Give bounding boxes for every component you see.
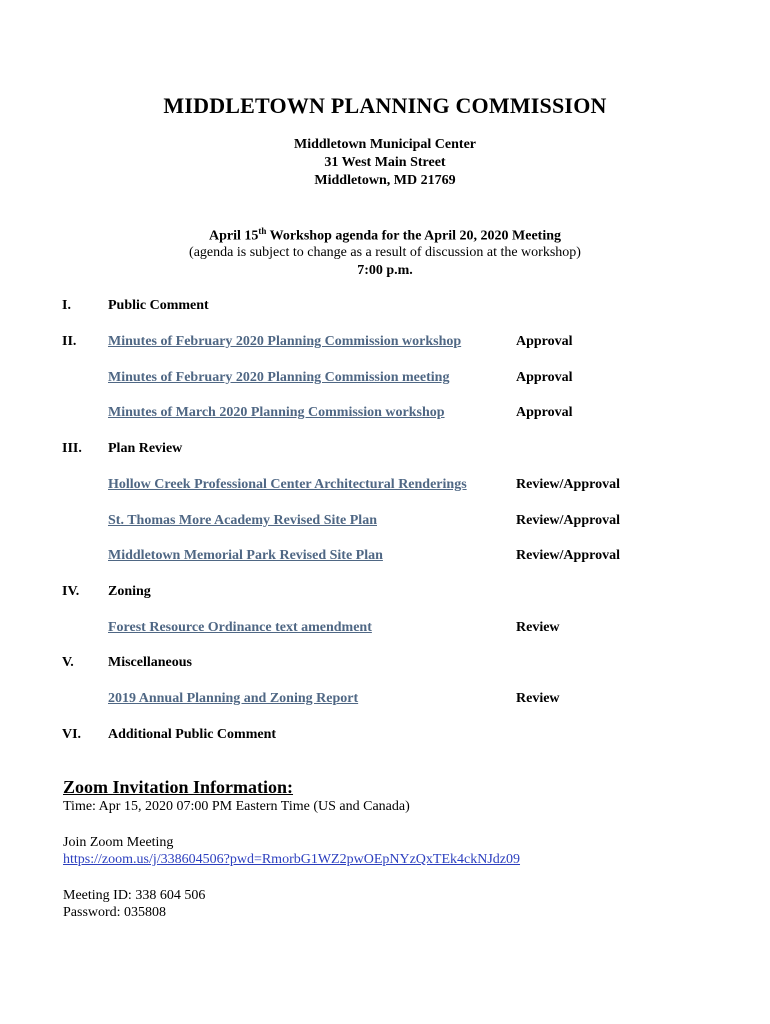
section-title-plan-review: Plan Review xyxy=(108,441,183,456)
agenda-action: Review/Approval xyxy=(516,548,620,563)
agenda-link-forest-resource[interactable]: Forest Resource Ordinance text amendment xyxy=(108,620,372,635)
zoom-meeting-link[interactable]: https://zoom.us/j/338604506?pwd=RmorbG1WZ2pwOEpNYzQxTEk4ckNJdz09 xyxy=(63,852,521,867)
agenda-action: Approval xyxy=(516,334,573,349)
meeting-heading xyxy=(0,226,770,245)
agenda-action: Review xyxy=(516,620,560,635)
agenda-link-hollow-creek[interactable]: Hollow Creek Professional Center Architectural Renderings xyxy=(108,477,467,492)
address-line-2: 31 West Main Street xyxy=(324,155,446,170)
agenda-action: Approval xyxy=(516,405,573,420)
zoom-heading: Zoom Invitation Information: xyxy=(63,777,294,797)
section-title-additional-public-comment: Additional Public Comment xyxy=(108,727,277,742)
page-title: MIDDLETOWN PLANNING COMMISSION xyxy=(163,93,607,118)
meeting-prefix: April 15 xyxy=(208,228,259,244)
section-title-public-comment: Public Comment xyxy=(108,298,209,313)
section-number-i: I. xyxy=(62,298,71,313)
agenda-link-feb-meeting-minutes[interactable]: Minutes of February 2020 Planning Commission meeting xyxy=(108,370,450,385)
agenda-link-mar-workshop-minutes[interactable]: Minutes of March 2020 Planning Commission workshop xyxy=(108,405,445,420)
zoom-time: Time: Apr 15, 2020 07:00 PM Eastern Time (US and Canada) xyxy=(63,799,410,814)
section-title-miscellaneous: Miscellaneous xyxy=(108,655,192,670)
agenda-link-annual-report[interactable]: 2019 Annual Planning and Zoning Report xyxy=(108,691,359,706)
agenda-link-memorial-park[interactable]: Middletown Memorial Park Revised Site Plan xyxy=(108,548,383,563)
agenda-note: (agenda is subject to change as a result of discussion at the workshop) xyxy=(189,245,581,260)
section-number-iv: IV. xyxy=(62,584,80,599)
agenda-action: Review/Approval xyxy=(516,513,620,528)
zoom-join-label: Join Zoom Meeting xyxy=(63,835,174,850)
agenda-action: Review/Approval xyxy=(516,477,620,492)
agenda-link-feb-workshop-minutes[interactable]: Minutes of February 2020 Planning Commission workshop xyxy=(108,334,462,349)
section-number-v: V. xyxy=(62,655,74,670)
address-line-1: Middletown Municipal Center xyxy=(294,137,476,152)
agenda-link-st-thomas-more[interactable]: St. Thomas More Academy Revised Site Plan xyxy=(108,513,377,528)
zoom-password: Password: 035808 xyxy=(63,905,167,920)
agenda-action: Review xyxy=(516,691,560,706)
section-number-ii: II. xyxy=(62,334,77,349)
meeting-time: 7:00 p.m. xyxy=(357,263,413,278)
section-number-iii: III. xyxy=(62,441,82,456)
section-number-vi: VI. xyxy=(62,727,82,742)
agenda-action: Approval xyxy=(516,370,573,385)
meeting-suffix: Workshop agenda for the April 20, 2020 Meeting xyxy=(266,228,562,244)
zoom-meeting-id: Meeting ID: 338 604 506 xyxy=(63,888,206,903)
section-title-zoning: Zoning xyxy=(108,584,151,599)
address-line-3: Middletown, MD 21769 xyxy=(314,173,456,188)
meeting-ordinal-suffix: th xyxy=(258,226,267,236)
